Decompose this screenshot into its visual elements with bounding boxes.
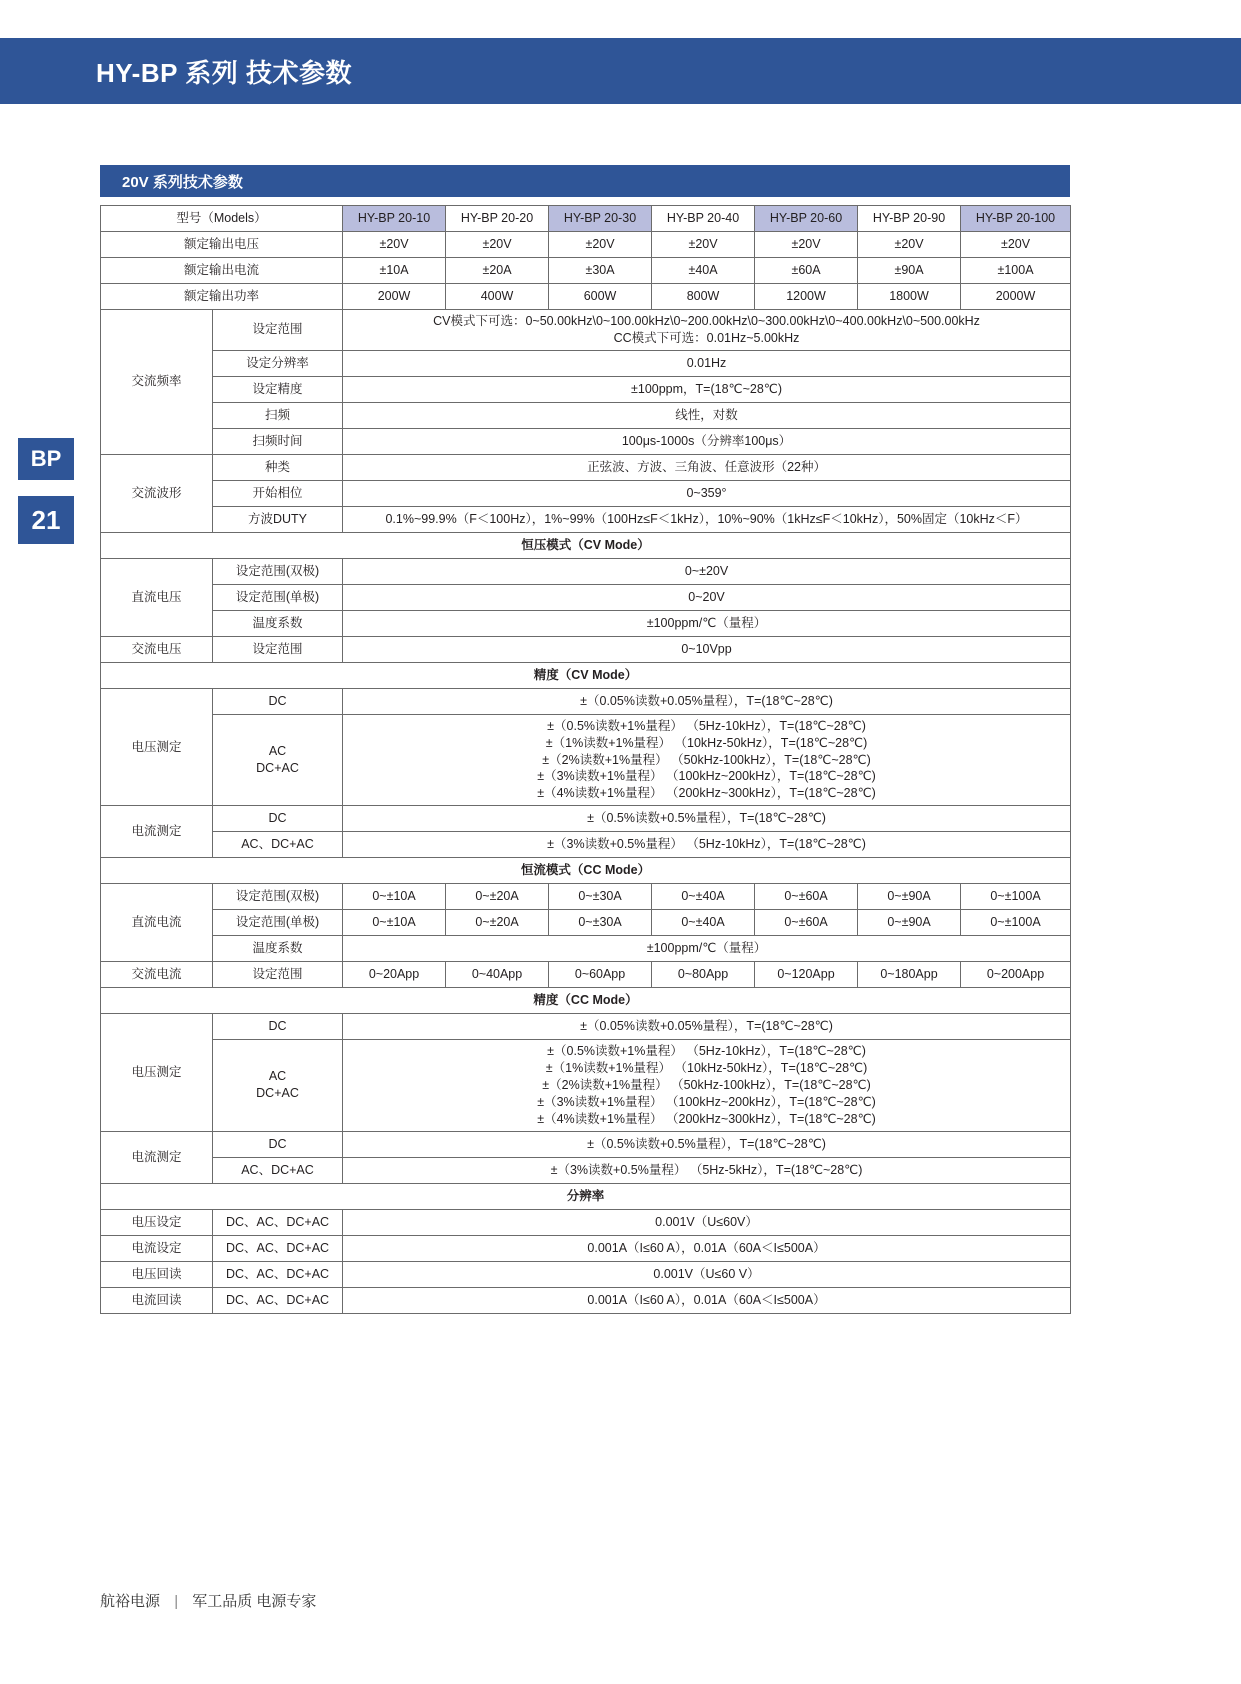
table-row-res-current-set — [101, 1235, 1071, 1261]
acccc-current-dc-label: DC — [213, 1131, 343, 1157]
acccc-current-dc-value: ±（0.5%读数+0.5%量程），T=(18℃~28℃) — [343, 1131, 1071, 1157]
table-row-acccc-current-ac — [101, 1157, 1071, 1183]
cc-bipolar-3: 0~±30A — [549, 884, 652, 910]
acccv-voltage-meas-label: 电压测定 — [101, 688, 213, 805]
cv-ac-voltage-group-label: 交流电压 — [101, 636, 213, 662]
rated-voltage-label: 额定输出电压 — [101, 232, 343, 258]
cc-bipolar-6: 0~±90A — [858, 884, 961, 910]
rated-voltage-1: ±20V — [343, 232, 446, 258]
rated-voltage-3: ±20V — [549, 232, 652, 258]
table-row-rated-power — [101, 284, 1071, 310]
table-row-models — [101, 206, 1071, 232]
res-voltage-set-value: 0.001V（U≤60V） — [343, 1209, 1071, 1235]
model-header-1: HY-BP 20-10 — [343, 206, 446, 232]
rated-current-7: ±100A — [961, 258, 1071, 284]
sweep-value: 线性，对数 — [343, 402, 1071, 428]
model-header-2: HY-BP 20-20 — [446, 206, 549, 232]
table-row-sweep — [101, 402, 1071, 428]
model-header-7: HY-BP 20-100 — [961, 206, 1071, 232]
rated-power-4: 800W — [652, 284, 755, 310]
table-row-acccc-current-dc — [101, 1131, 1071, 1157]
table-row-acccc-voltage-dc — [101, 1014, 1071, 1040]
freq-range-cv-line: CV模式下可选：0~50.00kHz\0~100.00kHz\0~200.00kHz\0~300.00kHz\0~400.00kHz\0~500.00kHz — [433, 314, 980, 328]
page-header-bar — [0, 38, 1241, 104]
rated-current-label: 额定输出电流 — [101, 258, 343, 284]
res-current-read-label: 电流回读 — [101, 1287, 213, 1313]
section-title-label: 20V 系列技术参数 — [122, 173, 243, 191]
side-tab-page-number — [18, 496, 74, 544]
page-number-label: 21 — [31, 504, 61, 535]
rated-voltage-2: ±20V — [446, 232, 549, 258]
table-row-res-current-read — [101, 1287, 1071, 1313]
cc-mode-band-label: 恒流模式（CC Mode） — [101, 858, 1071, 884]
start-phase-value: 0~359° — [343, 480, 1071, 506]
acccc-current-ac-value: ±（3%读数+0.5%量程） （5Hz-5kHz），T=(18℃~28℃) — [343, 1157, 1071, 1183]
freq-resolution-value: 0.01Hz — [343, 350, 1071, 376]
acccc-voltage-ac-label — [213, 1040, 343, 1131]
cv-dc-unipolar-value: 0~20V — [343, 584, 1071, 610]
table-row-acccc-voltage-ac — [101, 1040, 1071, 1131]
freq-range-cc-line: CC模式下可选：0.01Hz~5.00kHz — [613, 330, 800, 345]
cv-dc-voltage-group-label: 直流电压 — [101, 558, 213, 636]
ac-waveform-group-label: 交流波形 — [101, 454, 213, 532]
acccc-voltage-ac-label-line2: DC+AC — [256, 1086, 299, 1101]
cc-bipolar-label: 设定范围(双极) — [213, 884, 343, 910]
rated-voltage-5: ±20V — [755, 232, 858, 258]
rated-current-4: ±40A — [652, 258, 755, 284]
table-row-acccv-current-ac — [101, 832, 1071, 858]
acccc-voltage-dc-label: DC — [213, 1014, 343, 1040]
acccv-voltage-ac-value — [343, 714, 1071, 805]
rated-power-1: 200W — [343, 284, 446, 310]
footer-brand: 航裕电源 — [100, 1593, 161, 1610]
table-row-res-voltage-set — [101, 1209, 1071, 1235]
accuracy-cv-band-label: 精度（CV Mode） — [101, 662, 1071, 688]
cv-dc-unipolar-label: 设定范围(单极) — [213, 584, 343, 610]
rated-current-2: ±20A — [446, 258, 549, 284]
acccc-current-ac-label: AC、DC+AC — [213, 1157, 343, 1183]
rated-power-2: 400W — [446, 284, 549, 310]
acccv-current-ac-value: ±（3%读数+0.5%量程） （5Hz-10kHz），T=(18℃~28℃) — [343, 832, 1071, 858]
acccc-voltage-dc-value: ±（0.05%读数+0.05%量程），T=(18℃~28℃) — [343, 1014, 1071, 1040]
table-row-cc-mode-band — [101, 858, 1071, 884]
acccv-current-dc-label: DC — [213, 806, 343, 832]
table-row-cv-ac-voltage — [101, 636, 1071, 662]
acccv-current-dc-value: ±（0.5%读数+0.5%量程），T=(18℃~28℃) — [343, 806, 1071, 832]
ac-frequency-group-label: 交流频率 — [101, 310, 213, 455]
side-tab-series-label: BP — [30, 446, 62, 471]
acccv-current-ac-label: AC、DC+AC — [213, 832, 343, 858]
table-row-cc-bipolar — [101, 884, 1071, 910]
table-row-waveform-types — [101, 454, 1071, 480]
cc-ac-range-1: 0~20App — [343, 962, 446, 988]
section-title-bar — [100, 165, 1070, 197]
table-row-cv-dc-bipolar — [101, 558, 1071, 584]
rated-current-5: ±60A — [755, 258, 858, 284]
acccv-voltage-ac-label-line1: AC — [268, 744, 287, 759]
footer-separator: | — [174, 1593, 179, 1610]
res-voltage-set-label: 电压设定 — [101, 1209, 213, 1235]
cc-ac-range-3: 0~60App — [549, 962, 652, 988]
res-current-set-value: 0.001A（I≤60 A），0.01A（60A＜I≤500A） — [343, 1235, 1071, 1261]
cc-ac-range-6: 0~180App — [858, 962, 961, 988]
acccc-ac-line-2: ±（1%读数+1%量程） （10kHz-50kHz），T=(18℃~28℃) — [545, 1061, 868, 1075]
res-current-read-value: 0.001A（I≤60 A），0.01A（60A＜I≤500A） — [343, 1287, 1071, 1313]
table-row-cc-ac-current — [101, 962, 1071, 988]
rated-current-6: ±90A — [858, 258, 961, 284]
table-row-square-duty — [101, 506, 1071, 532]
table-row-resolution-band — [101, 1183, 1071, 1209]
cc-ac-range-7: 0~200App — [961, 962, 1071, 988]
table-row-cv-temp-coeff — [101, 610, 1071, 636]
cc-dc-current-group-label: 直流电流 — [101, 884, 213, 962]
acccv-current-meas-label: 电流测定 — [101, 806, 213, 858]
cc-bipolar-1: 0~±10A — [343, 884, 446, 910]
table-row-freq-accuracy — [101, 376, 1071, 402]
cc-temp-coeff-value: ±100ppm/℃（量程） — [343, 936, 1071, 962]
model-header-4: HY-BP 20-40 — [652, 206, 755, 232]
cc-temp-coeff-label: 温度系数 — [213, 936, 343, 962]
page-title: HY-BP 系列 技术参数 — [96, 57, 352, 88]
cv-dc-bipolar-label: 设定范围(双极) — [213, 558, 343, 584]
side-tab-series — [18, 438, 74, 480]
freq-resolution-label: 设定分辨率 — [213, 350, 343, 376]
acccc-voltage-ac-value — [343, 1040, 1071, 1131]
cc-ac-range-2: 0~40App — [446, 962, 549, 988]
rated-power-6: 1800W — [858, 284, 961, 310]
sweep-time-value: 100μs-1000s（分辨率100μs） — [343, 428, 1071, 454]
model-header-5: HY-BP 20-60 — [755, 206, 858, 232]
acccc-voltage-ac-label-line1: AC — [268, 1069, 287, 1084]
cc-bipolar-7: 0~±100A — [961, 884, 1071, 910]
cc-unipolar-label: 设定范围(单极) — [213, 910, 343, 936]
cc-ac-range-4: 0~80App — [652, 962, 755, 988]
cc-ac-range-5: 0~120App — [755, 962, 858, 988]
rated-power-5: 1200W — [755, 284, 858, 310]
acccc-voltage-meas-label: 电压测定 — [101, 1014, 213, 1131]
table-row-acccv-current-dc — [101, 806, 1071, 832]
sweep-time-label: 扫频时间 — [213, 428, 343, 454]
table-row-cv-mode-band — [101, 532, 1071, 558]
acccc-ac-line-4: ±（3%读数+1%量程） （100kHz~200kHz），T=(18℃~28℃) — [537, 1094, 876, 1109]
acccv-ac-line-4: ±（3%读数+1%量程） （100kHz~200kHz），T=(18℃~28℃) — [537, 769, 876, 784]
cv-ac-voltage-range-value: 0~10Vpp — [343, 636, 1071, 662]
acccc-current-meas-label: 电流测定 — [101, 1131, 213, 1183]
acccv-ac-line-3: ±（2%读数+1%量程） （50kHz-100kHz），T=(18℃~28℃) — [542, 752, 871, 767]
cc-unipolar-1: 0~±10A — [343, 910, 446, 936]
acccv-voltage-dc-value: ±（0.05%读数+0.05%量程），T=(18℃~28℃) — [343, 688, 1071, 714]
specification-table — [100, 205, 1071, 1314]
acccv-voltage-ac-label — [213, 714, 343, 805]
cc-unipolar-6: 0~±90A — [858, 910, 961, 936]
table-row-cc-unipolar — [101, 910, 1071, 936]
cc-unipolar-4: 0~±40A — [652, 910, 755, 936]
table-row-accuracy-cv-band — [101, 662, 1071, 688]
table-row-acccv-voltage-ac — [101, 714, 1071, 805]
square-duty-value: 0.1%~99.9%（F＜100Hz），1%~99%（100Hz≤F＜1kHz），10%~90%（1kHz≤F＜10kHz），50%固定（10kHz＜F） — [343, 506, 1071, 532]
table-row-acccv-voltage-dc — [101, 688, 1071, 714]
waveform-types-label: 种类 — [213, 454, 343, 480]
cv-dc-bipolar-value: 0~±20V — [343, 558, 1071, 584]
acccv-ac-line-1: ±（0.5%读数+1%量程） （5Hz-10kHz），T=(18℃~28℃) — [547, 718, 866, 733]
acccv-ac-line-2: ±（1%读数+1%量程） （10kHz-50kHz），T=(18℃~28℃) — [545, 735, 868, 750]
acccc-ac-line-3: ±（2%读数+1%量程） （50kHz-100kHz），T=(18℃~28℃) — [542, 1077, 871, 1092]
cc-bipolar-5: 0~±60A — [755, 884, 858, 910]
cc-ac-current-group-label: 交流电流 — [101, 962, 213, 988]
page-footer — [100, 1590, 316, 1611]
acccv-voltage-dc-label: DC — [213, 688, 343, 714]
cv-temp-coeff-label: 温度系数 — [213, 610, 343, 636]
rated-power-7: 2000W — [961, 284, 1071, 310]
freq-accuracy-label: 设定精度 — [213, 376, 343, 402]
rated-voltage-6: ±20V — [858, 232, 961, 258]
freq-accuracy-value: ±100ppm，T=(18℃~28℃) — [343, 376, 1071, 402]
acccc-ac-line-1: ±（0.5%读数+1%量程） （5Hz-10kHz），T=(18℃~28℃) — [547, 1044, 866, 1059]
rated-power-3: 600W — [549, 284, 652, 310]
table-row-cv-dc-unipolar — [101, 584, 1071, 610]
acccv-ac-line-5: ±（4%读数+1%量程） （200kHz~300kHz），T=(18℃~28℃) — [537, 786, 876, 801]
resolution-band-label: 分辨率 — [101, 1183, 1071, 1209]
acccv-voltage-ac-label-line2: DC+AC — [256, 760, 299, 775]
square-duty-label: 方波DUTY — [213, 506, 343, 532]
table-row-rated-current — [101, 258, 1071, 284]
cc-unipolar-2: 0~±20A — [446, 910, 549, 936]
rated-current-3: ±30A — [549, 258, 652, 284]
freq-range-value — [343, 310, 1071, 351]
table-row-res-voltage-read — [101, 1261, 1071, 1287]
cv-temp-coeff-value: ±100ppm/℃（量程） — [343, 610, 1071, 636]
rated-voltage-4: ±20V — [652, 232, 755, 258]
rated-voltage-7: ±20V — [961, 232, 1071, 258]
res-current-set-modes: DC、AC、DC+AC — [213, 1235, 343, 1261]
table-row-start-phase — [101, 480, 1071, 506]
start-phase-label: 开始相位 — [213, 480, 343, 506]
cc-bipolar-2: 0~±20A — [446, 884, 549, 910]
freq-range-label: 设定范围 — [213, 310, 343, 351]
res-voltage-set-modes: DC、AC、DC+AC — [213, 1209, 343, 1235]
model-header-6: HY-BP 20-90 — [858, 206, 961, 232]
table-row-freq-range — [101, 310, 1071, 351]
acccc-ac-line-5: ±（4%读数+1%量程） （200kHz~300kHz），T=(18℃~28℃) — [537, 1111, 876, 1126]
cc-unipolar-5: 0~±60A — [755, 910, 858, 936]
cc-unipolar-3: 0~±30A — [549, 910, 652, 936]
table-row-rated-voltage — [101, 232, 1071, 258]
sweep-label: 扫频 — [213, 402, 343, 428]
footer-tagline: 军工品质 电源专家 — [192, 1593, 317, 1610]
waveform-types-value: 正弦波、方波、三角波、任意波形（22种） — [343, 454, 1071, 480]
accuracy-cc-band-label: 精度（CC Mode） — [101, 988, 1071, 1014]
res-voltage-read-modes: DC、AC、DC+AC — [213, 1261, 343, 1287]
table-row-accuracy-cc-band — [101, 988, 1071, 1014]
models-label: 型号（Models） — [101, 206, 343, 232]
table-row-cc-temp-coeff — [101, 936, 1071, 962]
cv-mode-band-label: 恒压模式（CV Mode） — [101, 532, 1071, 558]
cc-ac-range-label: 设定范围 — [213, 962, 343, 988]
rated-current-1: ±10A — [343, 258, 446, 284]
table-row-freq-resolution — [101, 350, 1071, 376]
res-current-set-label: 电流设定 — [101, 1235, 213, 1261]
table-row-sweep-time — [101, 428, 1071, 454]
cc-unipolar-7: 0~±100A — [961, 910, 1071, 936]
model-header-3: HY-BP 20-30 — [549, 206, 652, 232]
cc-bipolar-4: 0~±40A — [652, 884, 755, 910]
res-current-read-modes: DC、AC、DC+AC — [213, 1287, 343, 1313]
cv-ac-voltage-range-label: 设定范围 — [213, 636, 343, 662]
res-voltage-read-label: 电压回读 — [101, 1261, 213, 1287]
rated-power-label: 额定输出功率 — [101, 284, 343, 310]
res-voltage-read-value: 0.001V（U≤60 V） — [343, 1261, 1071, 1287]
